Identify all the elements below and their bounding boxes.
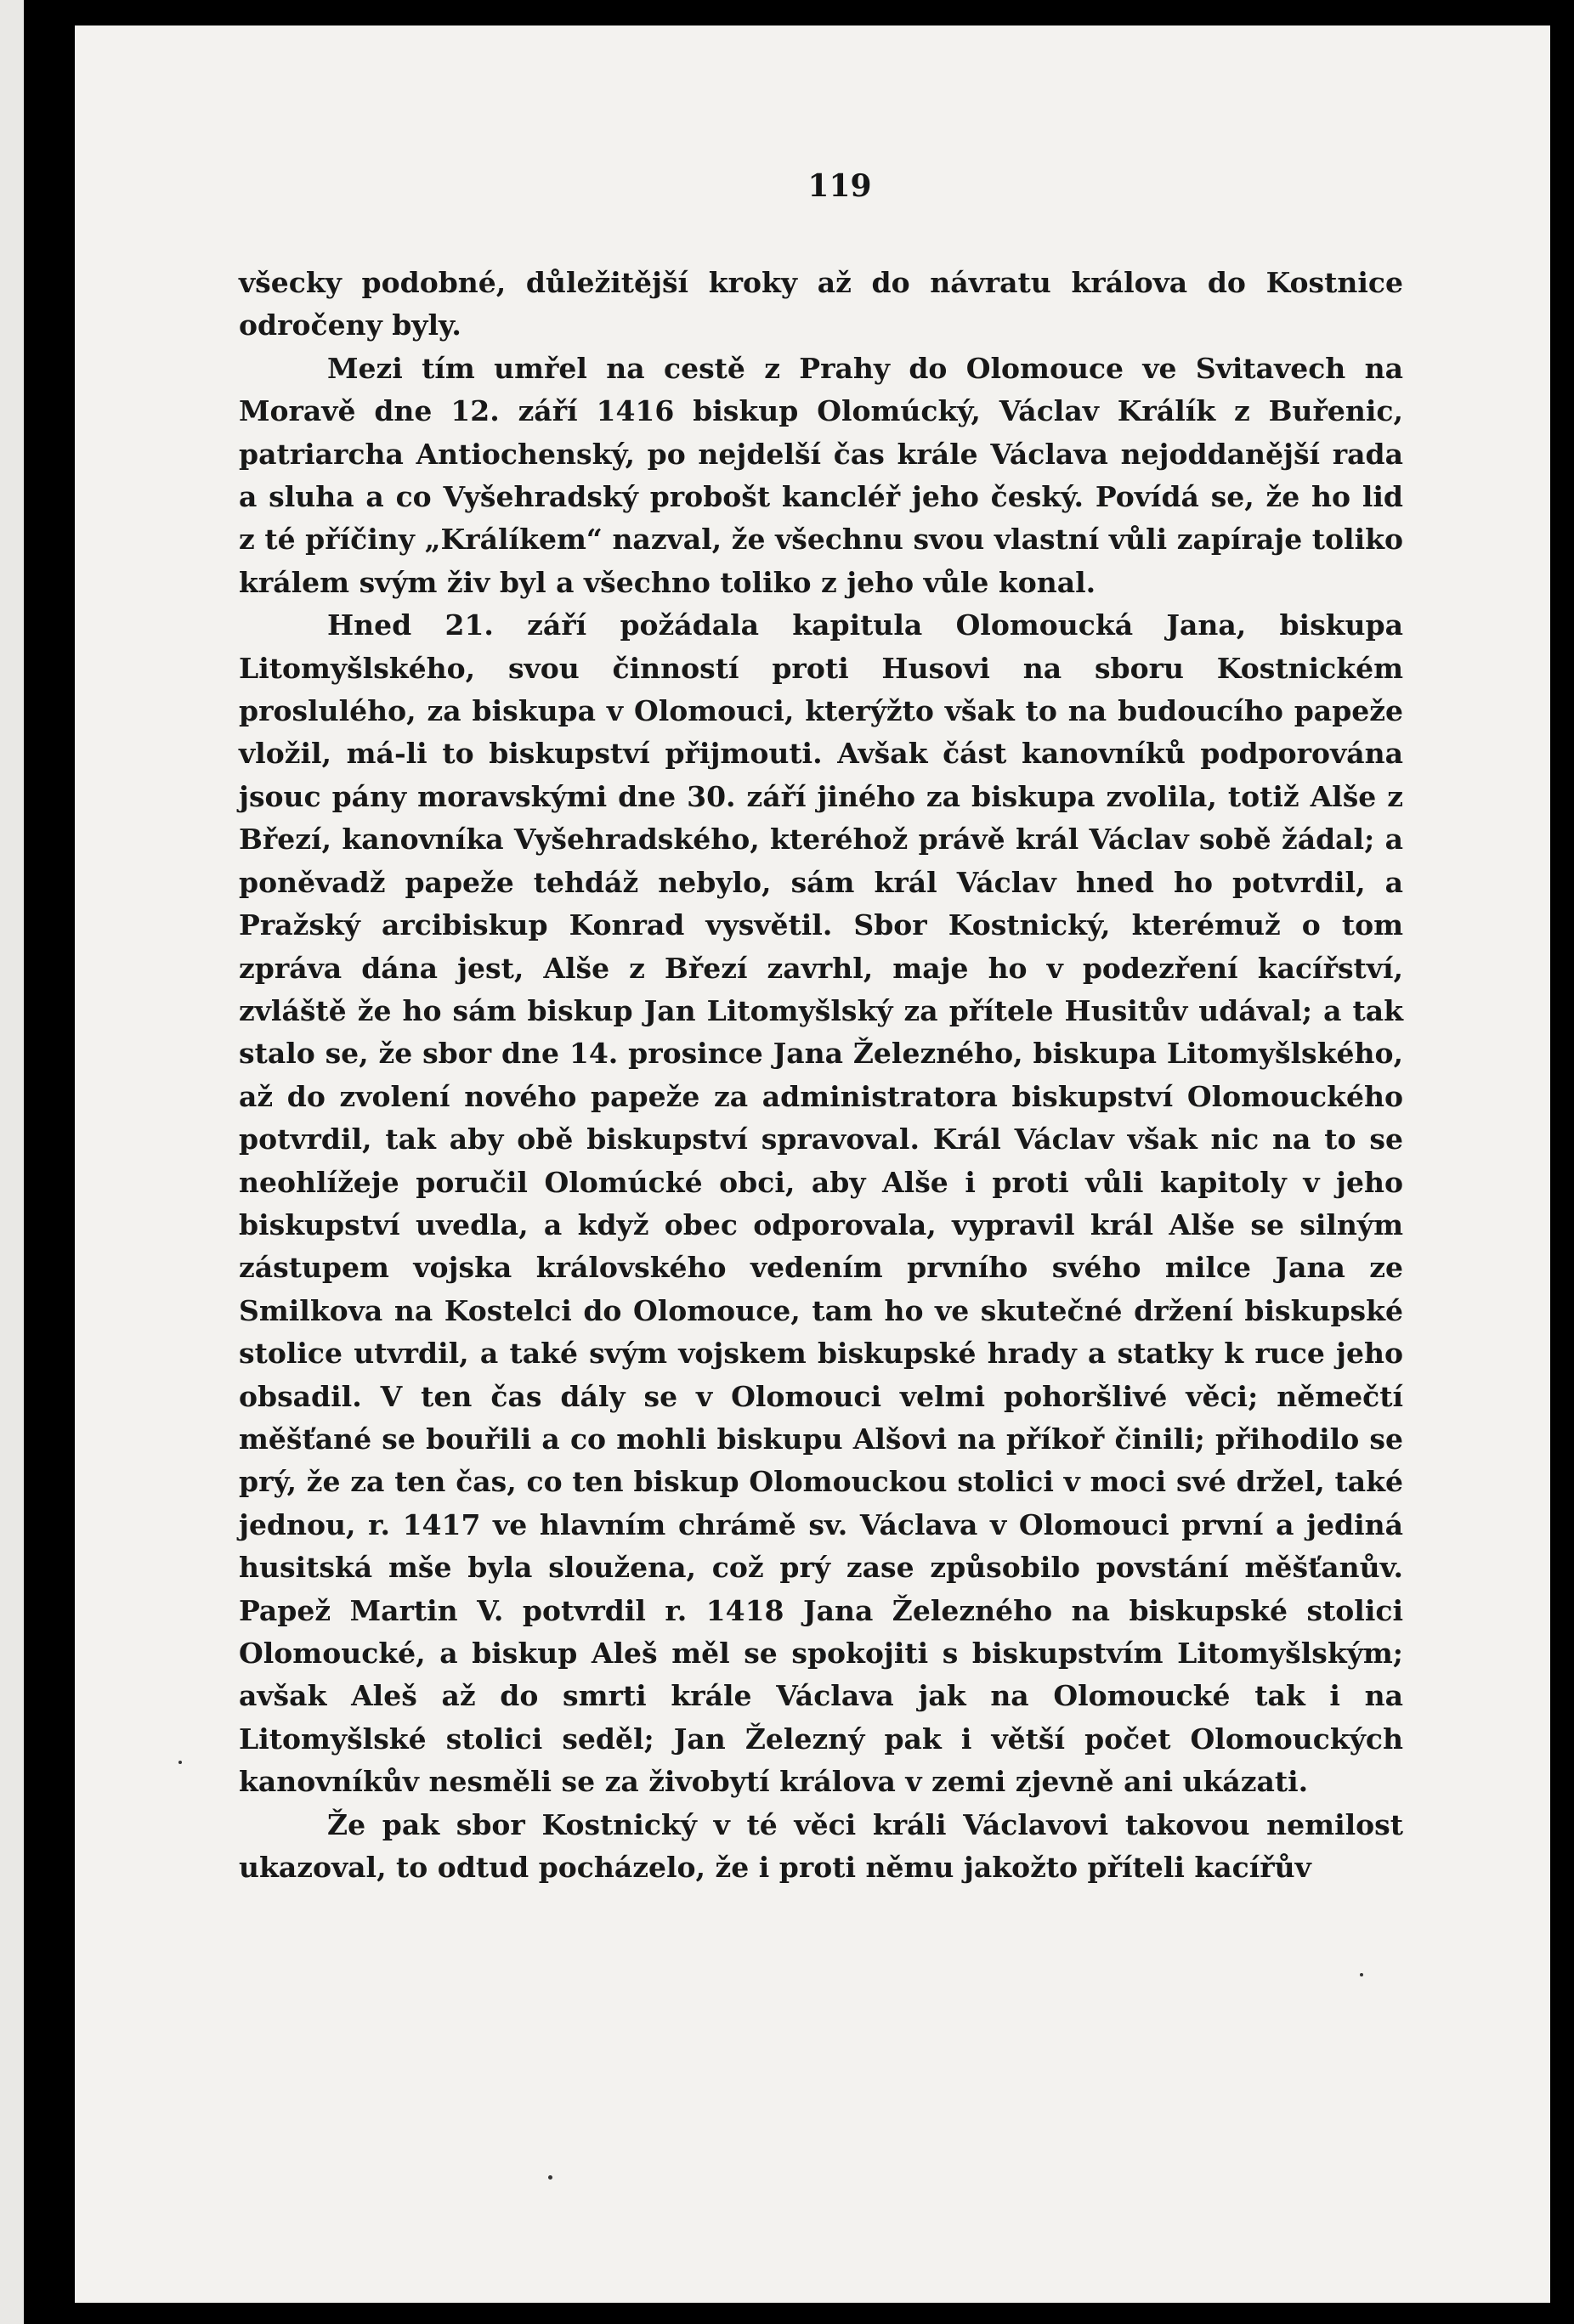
paragraph-3: Hned 21. září požádala kapitula Olomoucká Jana, biskupa Litomyšlského, svou činností proti Husovi na sboru Kostnickém proslulého, za biskupa v Olomouci, kterýžto však to na budoucího papeže vložil, má-li to biskupství přijmouti. Avšak část kanovníků podporována jsouc pány moravskými dne 30. září jiného za biskupa zvolila, totiž Alše z Březí, kanovníka Vyšehradského, kteréhož právě král Václav sobě žádal; a poněvadž papeže tehdáž nebylo, sám král Václav hned ho potvrdil, a Pražský arcibiskup Konrad vysvětil. Sbor Kostnický, kterémuž o tom zpráva dána jest, Alše z Březí zavrhl, maje ho v podezření kacířství, zvláště že ho sám biskup Jan Litomyšlský za přítele Husitův udával; a tak stalo se, že sbor dne 14. prosince Jana Železného, biskupa Litomyšlského, až do zvolení nového papeže za administratora biskupství Olomouckého potvrdil, tak aby obě biskupství spravoval. Král Václav však nic na to se neohlížeje poručil Olomúcké obci, aby Alše i proti vůli kapitoly v jeho biskupství uvedla, a když obec odporovala, vypravil král Alše se silným zástupem vojska královského vedením prvního svého milce Jana ze Smilkova na Kostelci do Olomouce, tam ho ve skutečné držení biskupské stolice utvrdil, a také svým vojskem biskupské hrady a statky k ruce jeho obsadil. V ten čas dály se v Olomouci velmi pohoršlivé věci; němečtí měšťané se bouřili a co mohli biskupu Alšovi na příkoř činili; přihodilo se prý, že za ten čas, co ten biskup Olomouckou stolici v moci své držel, také jednou, r. 1417 ve hlavním chrámě sv. Václava v Olomouci první a jediná husitská mše byla sloužena, což prý zase způsobilo povstání měšťanův. Papež Martin V. potvrdil r. 1418 Jana Železného na biskupské stolici Olomoucké, a biskup Aleš měl se spokojiti s biskupstvím Litomyšlským; avšak Aleš až do smrti krále Václava jak na Olomoucké tak i na Litomyšlské stolici seděl; Jan Železný pak i větší počet Olomouckých kanovníkův nesměli se za živobytí králova v zemi zjevně ani ukázati. [239, 608, 1403, 1799]
book-page [75, 25, 1550, 2303]
ink-speck [1360, 1973, 1363, 1976]
ink-speck [548, 2175, 552, 2180]
paragraph-4: Že pak sbor Kostnický v té věci králi Václavovi takovou nemilost ukazoval, to odtud pocházelo, že i proti němu jakožto příteli kacířův [239, 1807, 1403, 1885]
paragraph-2: Mezi tím umřel na cestě z Prahy do Olomouce ve Svitavech na Moravě dne 12. září 1416 biskup Olomúcký, Václav Králík z Buřenic, patriarcha Antiochenský, po nejdelší čas krále Václava nejoddanější rada a sluha a co Vyšehradský probošt kancléř jeho český. Povídá se, že ho lid z té příčiny „Králíkem“ nazval, že všechnu svou vlastní vůli zapíraje toliko králem svým živ byl a všechno toliko z jeho vůle konal. [239, 351, 1403, 599]
page-edge-left [0, 0, 24, 2324]
body-text [239, 262, 1403, 1889]
ink-speck [178, 1761, 182, 1764]
page-number: 119 [807, 168, 872, 204]
paragraph-1: všecky podobné, důležitější kroky až do návratu králova do Kostnice odročeny byly. [239, 266, 1403, 342]
